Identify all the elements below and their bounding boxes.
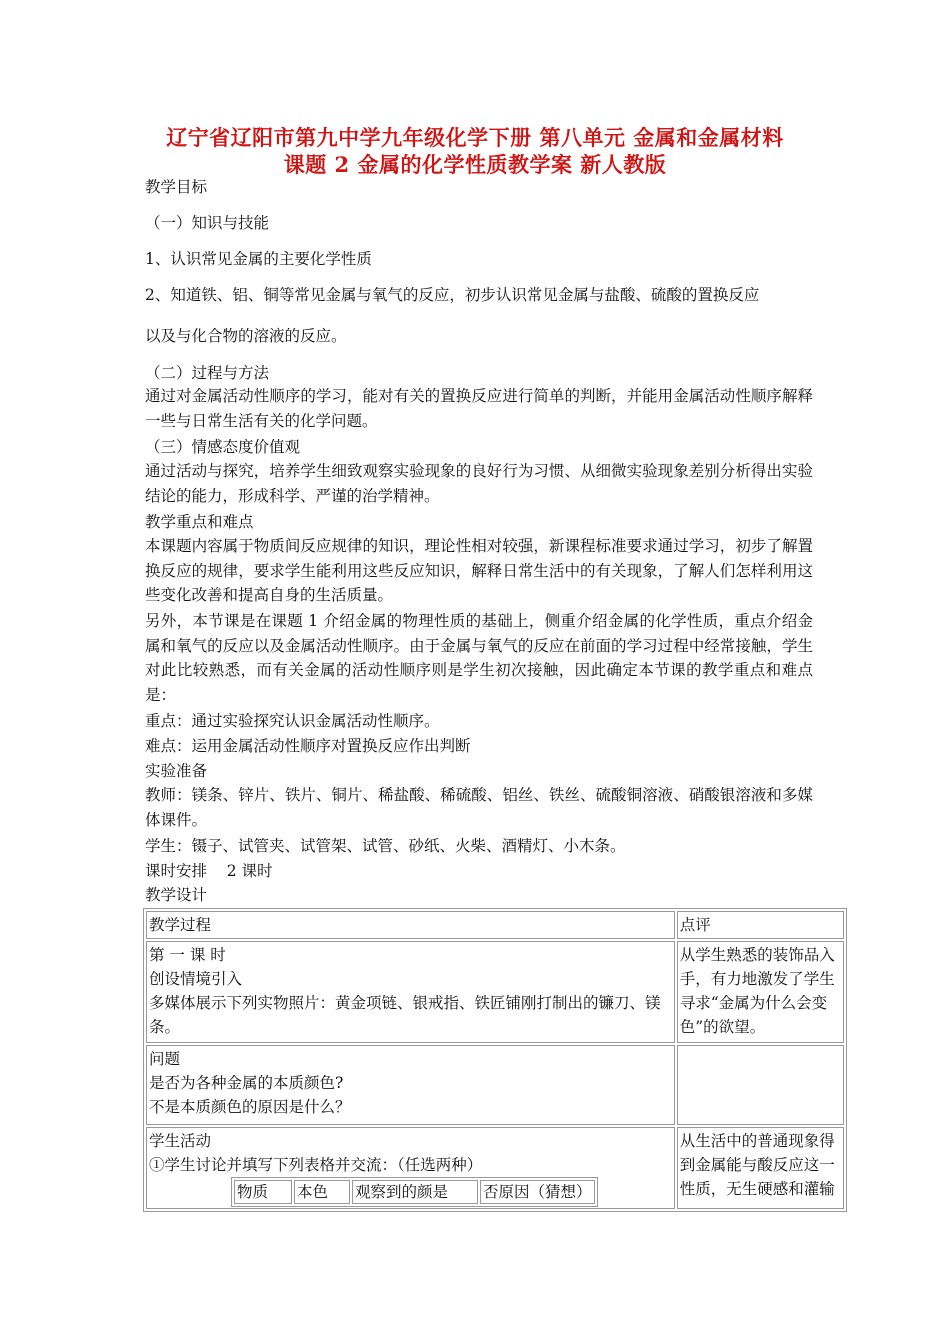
schedule: 课时安排 2 课时	[145, 862, 273, 880]
design-heading: 教学设计	[145, 886, 208, 904]
key-points-paragraph-2: 另外，本节课是在课题 1 介绍金属的物理性质的基础上，侧重介绍金属的化学性质，重点介绍金属和氧气的反应以及金属活动性顺序。由于金属与氧气的反应在前面的学习过程中经常接触，学生对此比较熟悉，而有关金属的活动性顺序则是学生初次接触，因此确定本节课的教学重点和难点是：	[145, 612, 813, 704]
goal-item-2-line1: 2、知道铁、铝、铜等常见金属与氧气的反应，初步认识常见金属与盐酸、硫酸的置换反应	[145, 286, 760, 304]
row3-line2: ①学生讨论并填写下列表格并交流：（任选两种）	[149, 1156, 483, 1174]
row1-line3: 多媒体展示下列实物照片：黄金项链、银戒指、铁匠铺刚打制出的镰刀、镁条。	[149, 994, 661, 1036]
table-header-row	[146, 911, 844, 939]
col-reason: 否原因（猜想）	[480, 1180, 595, 1204]
table-row	[146, 941, 844, 1043]
observation-table	[231, 1177, 598, 1207]
teaching-design-table	[143, 908, 847, 1212]
key-point: 重点：通过实验探究认识金属活动性顺序。	[145, 712, 440, 730]
col-observed-color: 观察到的颜是	[352, 1180, 478, 1204]
row3-line1: 学生活动	[149, 1132, 212, 1150]
row2-line3: 不是本质颜色的原因是什么？	[149, 1098, 351, 1116]
goals-heading: 教学目标	[145, 178, 208, 196]
key-points-paragraph-1: 本课题内容属于物质间反应规律的知识，理论性相对较强，新课程标准要求通过学习，初步了解置换反应的规律，要求学生能利用这些反应知识，解释日常生活中的有关现象，了解人们怎样利用这些变化改善和提高自身的生活质量。	[145, 537, 813, 604]
header-comment: 点评	[677, 911, 844, 939]
row1-line1: 第 一 课 时	[149, 946, 226, 964]
row3-comment: 从生活中的普通现象得到金属能与酸反应这一性质，无生硬感和灌输	[677, 1127, 844, 1209]
doc-title-line2: 课题 2 金属的化学性质教学案 新人教版	[283, 152, 667, 177]
table-row	[146, 1045, 844, 1125]
teacher-prep: 教师：镁条、锌片、铁片、铜片、稀盐酸、稀硫酸、铝丝、铁丝、硫酸铜溶液、硝酸银溶液和多媒体课件。	[145, 786, 813, 829]
doc-title-line1: 辽宁省辽阳市第九中学九年级化学下册 第八单元 金属和金属材料	[166, 125, 784, 150]
observation-header-row	[234, 1180, 595, 1204]
goal-item-1: 1、认识常见金属的主要化学性质	[145, 250, 372, 268]
section3-heading: （三）情感态度价值观	[145, 438, 301, 456]
prep-heading: 实验准备	[145, 762, 208, 780]
difficult-point: 难点：运用金属活动性顺序对置换反应作出判断	[145, 737, 471, 755]
row1-line2: 创设情境引入	[149, 970, 243, 988]
row2-line1: 问题	[149, 1050, 181, 1068]
row2-process	[146, 1045, 675, 1125]
header-process: 教学过程	[146, 911, 675, 939]
section2-heading: （二）过程与方法	[145, 364, 270, 382]
row1-comment: 从学生熟悉的装饰品入手，有力地激发了学生寻求“金属为什么会变色”的欲望。	[677, 941, 844, 1043]
student-prep: 学生：镊子、试管夹、试管架、试管、砂纸、火柴、酒精灯、小木条。	[145, 837, 626, 855]
section3-text: 通过活动与探究，培养学生细致观察实验现象的良好行为习惯、从细微实验现象差别分析得出实验结论的能力，形成科学、严谨的治学精神。	[145, 462, 813, 505]
goal-item-2-line2: 以及与化合物的溶液的反应。	[145, 327, 347, 345]
row1-process	[146, 941, 675, 1043]
col-true-color: 本色	[294, 1180, 350, 1204]
section1-heading: （一）知识与技能	[145, 214, 270, 232]
row2-comment	[677, 1045, 844, 1125]
key-points-heading: 教学重点和难点	[145, 513, 254, 531]
section2-text: 通过对金属活动性顺序的学习，能对有关的置换反应进行简单的判断，并能用金属活动性顺序解释一些与日常生活有关的化学问题。	[145, 387, 813, 430]
col-substance: 物质	[234, 1180, 292, 1204]
row3-process	[146, 1127, 675, 1209]
table-row	[146, 1127, 844, 1209]
row2-line2: 是否为各种金属的本质颜色?	[149, 1074, 344, 1092]
